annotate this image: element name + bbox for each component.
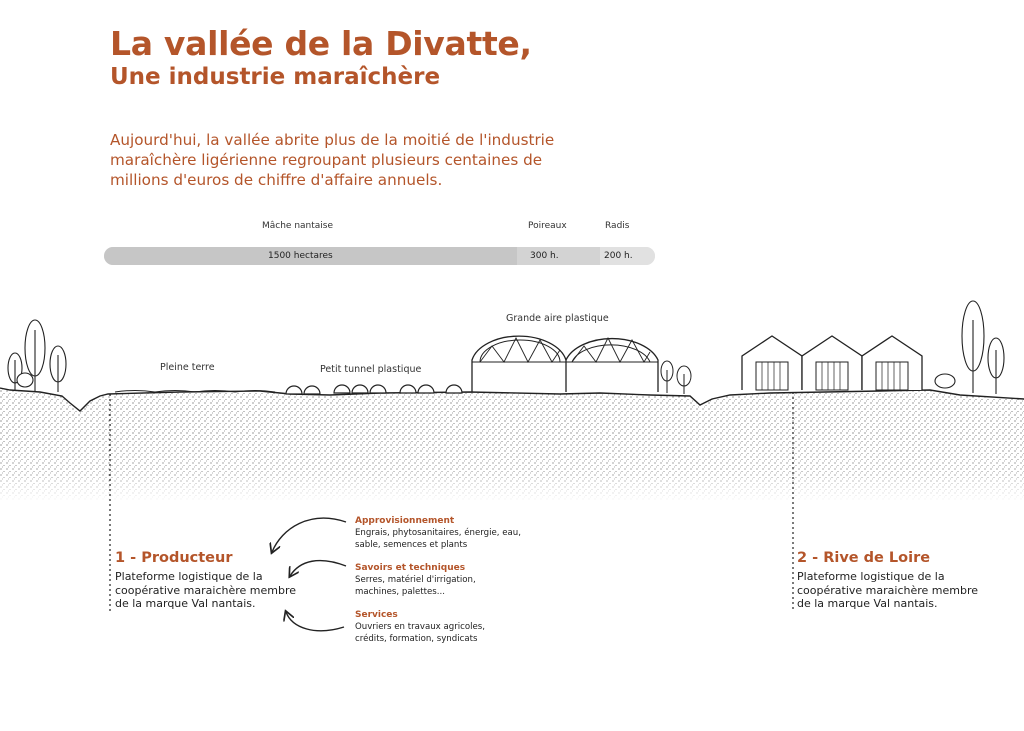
flow-title-services: Services xyxy=(355,610,398,620)
trees-right xyxy=(935,301,1004,394)
trees-center xyxy=(661,361,691,394)
rive-text: Plateforme logistique de la coopérative maraichère membre de la marque Val nantais. xyxy=(797,570,979,610)
bar-value-poireaux: 300 h. xyxy=(530,251,559,261)
large-greenhouse xyxy=(472,336,658,392)
rive-title: 2 - Rive de Loire xyxy=(797,550,931,566)
producteur-title: 1 - Producteur xyxy=(115,550,233,566)
flow-text-approvisionnement: Engrais, phytosanitaires, énergie, eau, sable, semences et plants xyxy=(355,528,521,550)
zone-label-grande-aire: Grande aire plastique xyxy=(506,313,609,324)
trees-left xyxy=(8,320,66,392)
flow-title-savoirs: Savoirs et techniques xyxy=(355,563,466,573)
bar-label-mache: Mâche nantaise xyxy=(262,221,334,231)
warehouses xyxy=(742,336,922,390)
producteur-text: Plateforme logistique de la coopérative maraichère membre de la marque Val nantais. xyxy=(115,570,297,610)
zone-label-petit-tunnel: Petit tunnel plastique xyxy=(320,364,422,375)
surface-stacked-bar xyxy=(104,247,655,265)
intro-paragraph: Aujourd'hui, la vallée abrite plus de la moitié de l'industrie maraîchère ligérienne regroupant plusieurs centaines de millions d'euros de chiffre d'affaire annuels. xyxy=(110,131,555,189)
flow-text-services: Ouvriers en travaux agricoles, crédits, formation, syndicats xyxy=(355,622,486,644)
bar-value-radis: 200 h. xyxy=(604,251,633,261)
flow-text-savoirs: Serres, matériel d'irrigation, machines, palettes... xyxy=(355,575,476,597)
bar-label-radis: Radis xyxy=(605,221,630,231)
page-title: La vallée de la Divatte, xyxy=(110,24,532,63)
flow-title-approvisionnement: Approvisionnement xyxy=(355,516,455,526)
page-subtitle: Une industrie maraîchère xyxy=(110,64,441,90)
bar-label-poireaux: Poireaux xyxy=(528,221,567,231)
zone-label-pleine-terre: Pleine terre xyxy=(160,362,215,373)
bar-value-mache: 1500 hectares xyxy=(268,251,333,261)
